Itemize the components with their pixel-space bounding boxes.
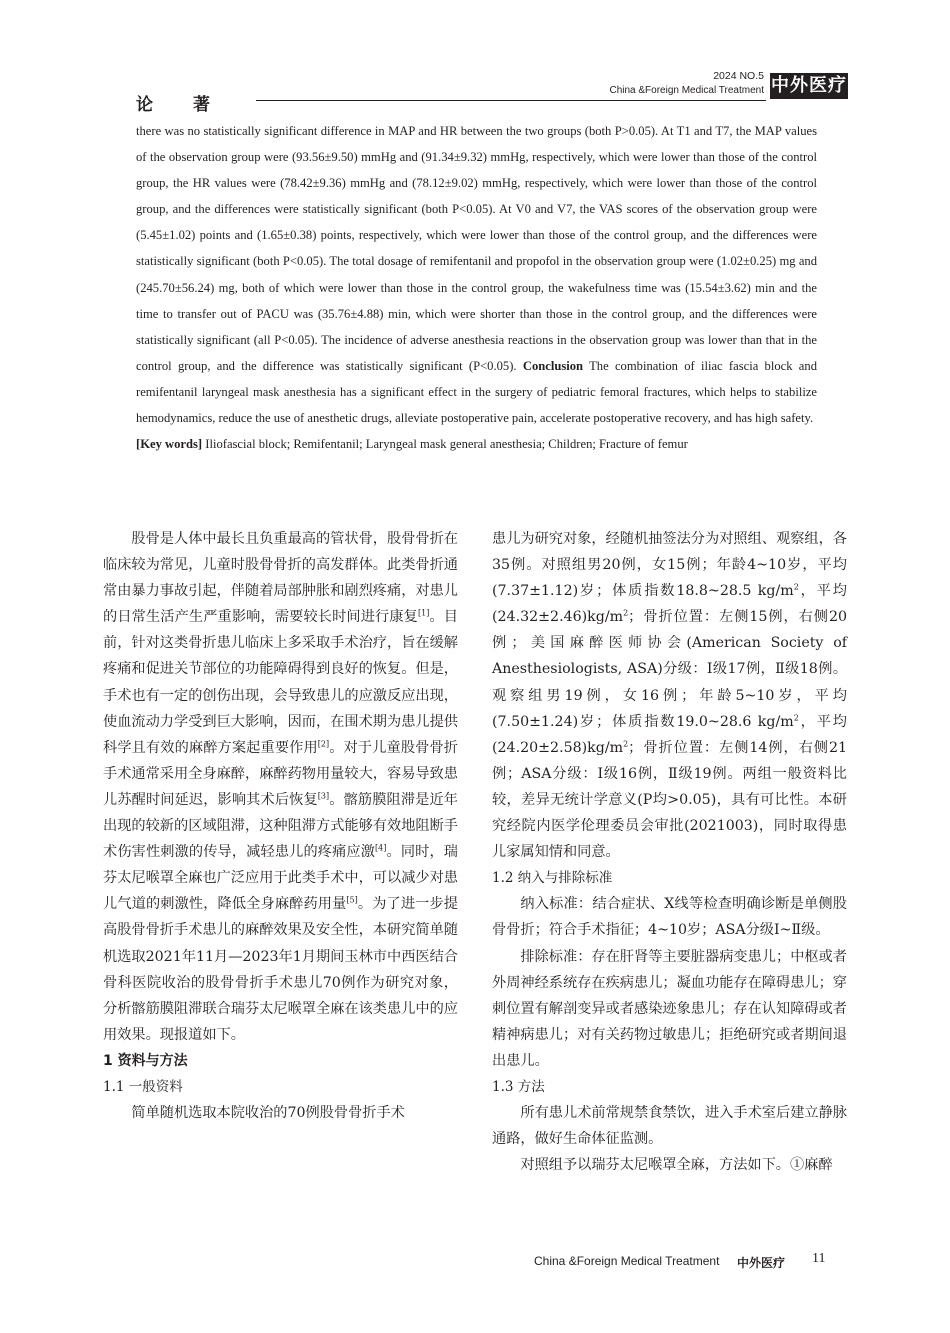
subsection-heading-methods: 1.3 方法 (492, 1078, 545, 1095)
abstract (136, 118, 817, 457)
intro-paragraph (103, 526, 458, 1048)
abstract-text (136, 118, 817, 431)
abstract-results: there was no statistically significant difference in MAP and HR between the two groups (both P>0.05). At T1 and T7, the MAP values of the observation group were (93.56±9.50) mmHg and (91.34±9.32) mmHg, respectively, which were lower than those of the control group, the HR values were (78.42±9.36) mmHg and (78.12±9.02) mmHg, respectively, which were lower than those of the control group, and the differences were statistically significant (both P<0.05). At V0 and V7, the VAS scores of the observation group were (5.45±1.02) points and (1.65±0.38) points, respectively, which were lower than those of the control group, and the differences were statistically significant (both P<0.05). The total dosage of remifentanil and propofol in the observation group were (1.02±0.25) mg and (245.70±56.24) mg, both of which were lower than those in the control group, the wakefulness time was (15.54±3.62) min and the time to transfer out of PACU was (35.76±4.88) min, which were shorter than those in the control group, and the differences were statistically significant (all P<0.05). The incidence of adverse anesthesia reactions in the observation group was lower than that in the control group, and the difference was statistically significant (P<0.05). (136, 124, 817, 373)
general-text: ；骨折位置：左侧15例，右侧20例；美国麻醉医师协会(American Society of Anesthesiologists, ASA)分级：Ⅰ级17例，Ⅱ级18例。观察组男19例，女16例；年龄5~10岁，平均(7.50±1.24)岁；体质指数19.0~28.6 kg/m (492, 609, 847, 730)
citation-5: [5] (346, 895, 358, 905)
citation-4: [4] (375, 843, 387, 853)
conclusion-text: The combination of iliac fascia block and remifentanil laryngeal mask anesthesia has a significant effect in the surgery of pediatric femoral fractures, which helps to stabilize hemodynamics, reduce the use of anesthetic drugs, alleviate postoperative pain, accelerate postoperative recovery, and has high safety. (136, 358, 817, 426)
section-heading-methods: 1 资料与方法 (103, 1052, 188, 1069)
footer-journal-name: China &Foreign Medical Treatment (534, 1254, 720, 1268)
superscript: 2 (623, 739, 629, 749)
citation-1: [1] (418, 608, 430, 618)
body-column-right (492, 526, 847, 1178)
general-paragraph: 简单随机选取本院收治的70例股骨骨折手术 (131, 1105, 405, 1122)
subsection-heading-general: 1.1 一般资料 (103, 1078, 183, 1095)
intro-text: 。目前，针对这类骨折患儿临床上多采取手术治疗，旨在缓解疼痛和促进关节部位的功能障碍得到良好的恢复。但是，手术也有一定的创伤出现，会导致患儿的应激反应出现，使血流动力学受到巨大影响，因而，在围术期为患儿提供科学且有效的麻醉方案起重要作用 (103, 609, 458, 756)
exclusion-paragraph: 排除标准：存在肝肾等主要脏器病变患儿；中枢或者外周神经系统存在疾病患儿；凝血功能存在障碍患儿；穿刺位置有解剖变异或者感染迹象患儿；存在认知障碍或者精神病患儿；对有关药物过敏患儿；拒绝研究或者期间退出患儿。 (492, 948, 847, 1069)
subsection-heading-criteria: 1.2 纳入与排除标准 (492, 870, 613, 887)
keywords (136, 431, 817, 457)
superscript: 2 (793, 582, 799, 592)
superscript: 2 (623, 608, 629, 618)
intro-text: 。对于儿童股骨骨折手术通常采用全身麻醉，麻醉药物用量较大，容易导致患儿苏醒时间延迟，影响其术后恢复 (103, 739, 458, 808)
citation-3: [3] (317, 791, 330, 801)
general-text: 患儿为研究对象，经随机抽签法分为对照组、观察组，各35例。对照组男20例，女15例；年龄4~10岁，平均(7.37±1.12)岁；体质指数18.8~28.5 kg/m (492, 531, 847, 600)
general-text: ；骨折位置：左侧14例，右侧21例；ASA分级：Ⅰ级16例，Ⅱ级19例。两组一般资料比较，差异无统计学意义(P均>0.05)，具有可比性。本研究经院内医学伦理委员会审批(2021003)，同时取得患儿家属知情和同意。 (492, 739, 847, 861)
conclusion-label: Conclusion (522, 358, 584, 373)
footer-journal-brand: 中外医疗 (737, 1256, 786, 1270)
citation-2: [2] (317, 739, 330, 749)
methods-paragraph: 对照组予以瑞芬太尼喉罩全麻，方法如下。①麻醉 (520, 1157, 833, 1174)
issue-number: 2024 NO.5 (713, 70, 764, 82)
general-text: ，平均(24.32±2.46)kg/m (492, 583, 847, 626)
section-label: 论著 (136, 95, 250, 115)
page-number: 11 (812, 1251, 826, 1266)
general-text: ，平均(24.20±2.58)kg/m (492, 713, 847, 756)
intro-text: 。髂筋膜阻滞是近年出现的较新的区域阻滞，这种阻滞方式能够有效地阻断手术伤害性刺激的传导，减轻患儿的疼痛应激 (103, 791, 458, 861)
journal-brand-badge: 中外医疗 (770, 73, 848, 99)
intro-text: 。为了进一步提高股骨骨折手术患儿的麻醉效果及安全性，本研究简单随机选取2021年11月—2023年1月期间玉林市中西医结合骨科医院收治的股骨骨折手术患儿70例作为研究对象，分析髂筋膜阻滞联合瑞芬太尼喉罩全麻在该类患儿中的应用效果。现报道如下。 (103, 896, 458, 1043)
keywords-text: Iliofascial block; Remifentanil; Laryngeal mask general anesthesia; Children; Fracture of femur (202, 437, 688, 452)
superscript: 2 (793, 712, 799, 722)
intro-text: 。同时，瑞芬太尼喉罩全麻也广泛应用于此类手术中，可以减少对患儿气道的刺激性，降低全身麻醉药用量 (103, 844, 458, 913)
inclusion-paragraph: 纳入标准：结合症状、X线等检查明确诊断是单侧股骨骨折；符合手术指征；4~10岁；ASA分级Ⅰ~Ⅱ级。 (492, 896, 847, 939)
keywords-label: [Key words] (136, 437, 203, 452)
methods-paragraph: 所有患儿术前常规禁食禁饮，进入手术室后建立静脉通路，做好生命体征监测。 (492, 1105, 847, 1148)
journal-name: China &Foreign Medical Treatment (609, 85, 764, 96)
body-column-left (103, 526, 458, 1126)
intro-text: 股骨是人体中最长且负重最高的管状骨，股骨骨折在临床较为常见，儿童时股骨骨折的高发群体。此类骨折通常由暴力事故引起，伴随着局部肿胀和剧烈疼痛，对患儿的日常生活产生严重影响，需要较长时间进行康复 (103, 531, 458, 626)
header-rule (256, 100, 766, 101)
general-paragraph-cont (492, 526, 847, 865)
